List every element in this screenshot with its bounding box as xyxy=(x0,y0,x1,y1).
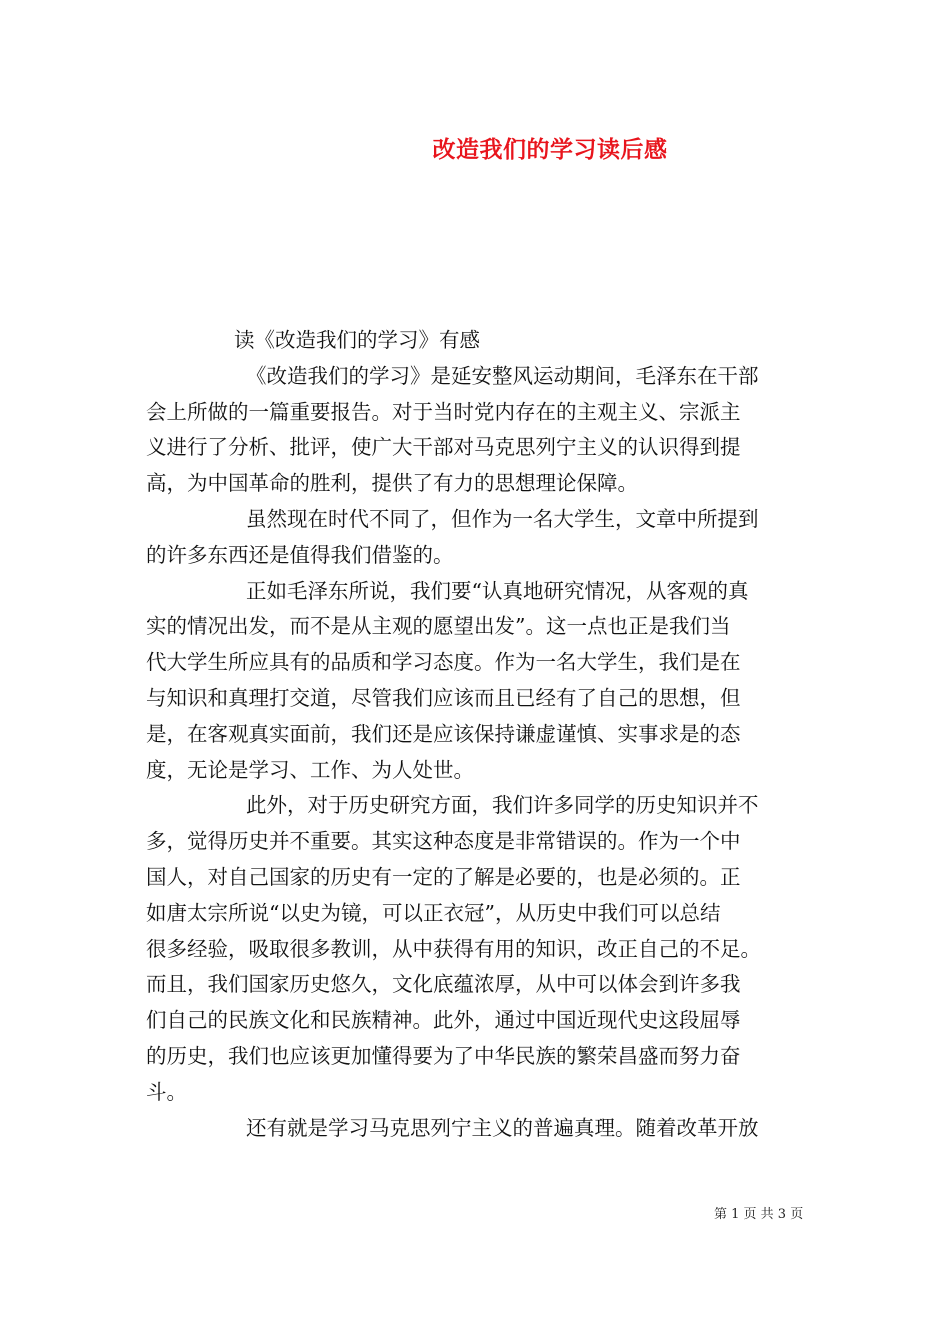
body-line: 是，在客观真实面前，我们还是应该保持谦虚谨慎、实事求是的态 xyxy=(146,721,741,746)
body-line: 义进行了分析、批评，使广大干部对马克思列宁主义的认识得到提 xyxy=(146,435,741,460)
body-line: 斗。 xyxy=(146,1079,187,1104)
body-line: 正如毛泽东所说，我们要“认真地研究情况，从客观的真 xyxy=(246,578,749,603)
document-body xyxy=(146,323,806,1146)
body-line: 高，为中国革命的胜利，提供了有力的思想理论保障。 xyxy=(146,471,638,496)
body-line: 而且，我们国家历史悠久，文化底蕴浓厚，从中可以体会到许多我 xyxy=(146,972,741,997)
body-line: 的许多东西还是值得我们借鉴的。 xyxy=(146,542,454,567)
body-line: 们自己的民族文化和民族精神。此外，通过中国近现代史这段屈辱 xyxy=(146,1008,741,1033)
body-line: 此外，对于历史研究方面，我们许多同学的历史知识并不 xyxy=(246,793,759,818)
body-line: 很多经验，吸取很多教训，从中获得有用的知识，改正自己的不足。 xyxy=(146,936,761,961)
body-line: 度，无论是学习、工作、为人处世。 xyxy=(146,757,474,782)
body-line: 还有就是学习马克思列宁主义的普遍真理。随着改革开放 xyxy=(246,1115,759,1140)
body-line: 虽然现在时代不同了，但作为一名大学生，文章中所提到 xyxy=(246,506,759,531)
body-line: 的历史，我们也应该更加懂得要为了中华民族的繁荣昌盛而努力奋 xyxy=(146,1043,741,1068)
body-line: 多，觉得历史并不重要。其实这种态度是非常错误的。作为一个中 xyxy=(146,829,741,854)
body-line: 与知识和真理打交道，尽管我们应该而且已经有了自己的思想，但 xyxy=(146,685,741,710)
body-line: 国人，对自己国家的历史有一定的了解是必要的，也是必须的。正 xyxy=(146,864,741,889)
body-line: 实的情况出发，而不是从主观的愿望出发”。这一点也正是我们当 xyxy=(146,614,731,639)
page-footer: 第 1 页 共 3 页 xyxy=(714,1207,804,1222)
body-line: 会上所做的一篇重要报告。对于当时党内存在的主观主义、宗派主 xyxy=(146,399,741,424)
body-line: 如唐太宗所说“以史为镜，可以正衣冠”，从历史中我们可以总结 xyxy=(146,900,721,925)
body-line: 《改造我们的学习》是延安整风运动期间，毛泽东在干部 xyxy=(246,363,759,388)
body-line: 代大学生所应具有的品质和学习态度。作为一名大学生，我们是在 xyxy=(146,650,741,675)
body-line: 读《改造我们的学习》有感 xyxy=(234,328,480,352)
document-title: 改造我们的学习读后感 xyxy=(432,136,668,163)
